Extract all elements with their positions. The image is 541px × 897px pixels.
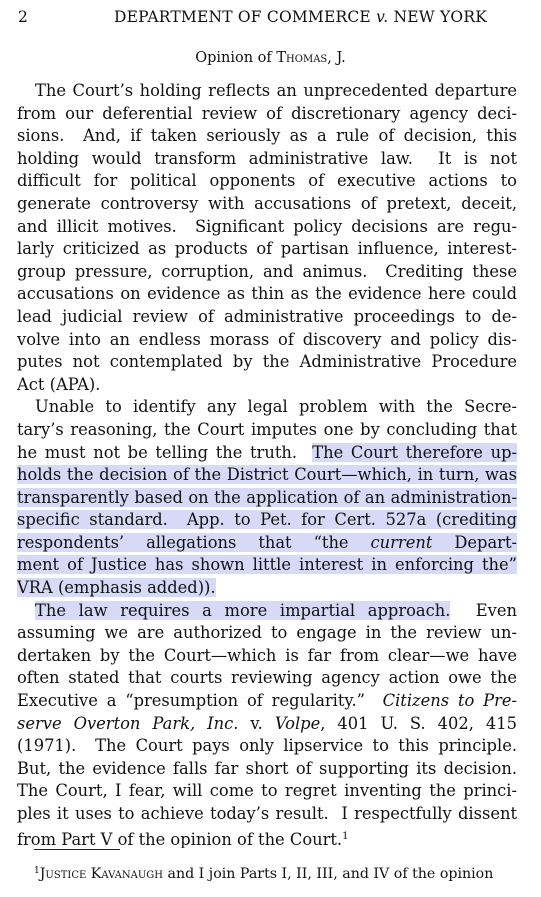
text-line: Unable to identify any legal problem with the Secre- xyxy=(35,397,517,417)
text-line: volve into an endless morass of discovery and policy dis- xyxy=(17,329,517,349)
footnote-divider xyxy=(34,849,120,850)
text-segment: from Part V of the opinion of the Court. xyxy=(17,829,343,849)
highlighted-text: Depart- xyxy=(432,532,517,552)
text-line: difficult for political opponents of executive actions to xyxy=(17,171,517,191)
text-line: accusations on evidence as thin as the evidence here could xyxy=(17,284,517,304)
highlighted-text: ment of Justice has shown little interest in enforcing the” xyxy=(17,555,517,575)
footnote-text: and I join Parts I, II, III, and IV of the opinion xyxy=(162,866,494,882)
text-line xyxy=(17,600,517,623)
page-header xyxy=(18,8,523,30)
text-segment: Even xyxy=(450,600,517,620)
running-head-left: DEPARTMENT OF COMMERCE xyxy=(114,8,377,26)
case-name: serve Overton Park, Inc. xyxy=(17,713,239,733)
highlighted-italic-text: current xyxy=(370,532,433,552)
text-line: putes not contemplated by the Administrative Procedure xyxy=(17,352,517,372)
footnote-justice: Justice Kavanaugh xyxy=(39,866,163,882)
opinion-of-suffix: , J. xyxy=(327,50,346,66)
text-line: But, the evidence falls far short of supporting its decision. xyxy=(17,758,517,778)
footnote xyxy=(34,862,517,883)
text-line: from our deferential review of discretionary agency deci- xyxy=(17,103,517,123)
text-line: generate controversy with accusations of pretext, deceit, xyxy=(17,193,517,213)
opinion-of-prefix: Opinion of xyxy=(195,50,277,66)
highlighted-text: VRA (emphasis added)). xyxy=(17,578,216,598)
text-line xyxy=(17,464,517,487)
text-line xyxy=(17,690,517,713)
running-head xyxy=(78,8,523,26)
text-line: and illicit motives. Significant policy decisions are regu- xyxy=(17,216,517,236)
text-line xyxy=(17,487,517,510)
text-line xyxy=(17,554,517,577)
text-line: dertaken by the Court—which is far from clear—we have xyxy=(17,645,517,665)
highlighted-text: The law requires a more impartial approach. xyxy=(35,600,451,620)
text-line: lead judicial review of administrative proceedings to de- xyxy=(17,306,517,326)
page-number: 2 xyxy=(18,8,29,26)
opinion-attribution xyxy=(0,50,541,66)
text-segment: Executive a “presumption of regularity.” xyxy=(17,691,383,711)
footnote-reference[interactable]: 1 xyxy=(342,830,349,842)
text-line xyxy=(17,532,517,555)
text-line: larly criticized as products of partisan influence, interest- xyxy=(17,239,517,259)
text-line: tary’s reasoning, the Court imputes one by concluding that xyxy=(17,419,517,439)
text-line: Act (APA). xyxy=(17,374,101,394)
text-segment: he must not be telling the truth. xyxy=(17,442,313,462)
text-line: assuming we are authorized to engage in the review un- xyxy=(17,623,517,643)
opinion-justice-name: Thomas xyxy=(276,50,328,66)
running-head-versus: v. xyxy=(376,8,389,26)
highlighted-text: respondents’ allegations that “the xyxy=(17,532,371,552)
case-name: Citizens to Pre- xyxy=(382,691,517,711)
text-line xyxy=(17,577,517,600)
text-segment: v. xyxy=(238,713,275,733)
text-line: ples it uses to achieve today’s result. I respectfully dissent xyxy=(17,804,517,823)
running-head-right: NEW YORK xyxy=(388,8,487,26)
highlighted-text: holds the decision of the District Court—which, in turn, was xyxy=(17,465,517,485)
highlighted-text: specific standard. App. to Pet. for Cert. 527a (crediting xyxy=(17,510,517,530)
text-line xyxy=(17,713,517,736)
highlighted-text: The Court therefore up- xyxy=(312,442,517,462)
text-line xyxy=(17,826,517,849)
text-line: often stated that courts reviewing agency action owe the xyxy=(17,668,517,688)
text-line: holding would transform administrative law. It is not xyxy=(17,148,517,168)
text-line xyxy=(17,442,517,465)
opinion-body xyxy=(17,80,517,848)
text-line: sions. And, if taken seriously as a rule of decision, this xyxy=(17,126,517,146)
text-line: (1971). The Court pays only lipservice to this principle. xyxy=(17,736,517,756)
text-line: The Court’s holding reflects an unprecedented departure xyxy=(35,81,517,100)
text-segment: , 401 U. S. 402, 415 xyxy=(320,713,517,733)
footnote-mark: 1 xyxy=(34,866,40,876)
text-line: The Court, I fear, will come to regret inventing the princi- xyxy=(17,781,517,801)
text-line: group pressure, corruption, and animus. Crediting these xyxy=(17,261,517,281)
case-name: Volpe xyxy=(274,713,321,733)
highlighted-text: transparently based on the application of an administration- xyxy=(17,487,517,507)
text-line xyxy=(17,509,517,532)
